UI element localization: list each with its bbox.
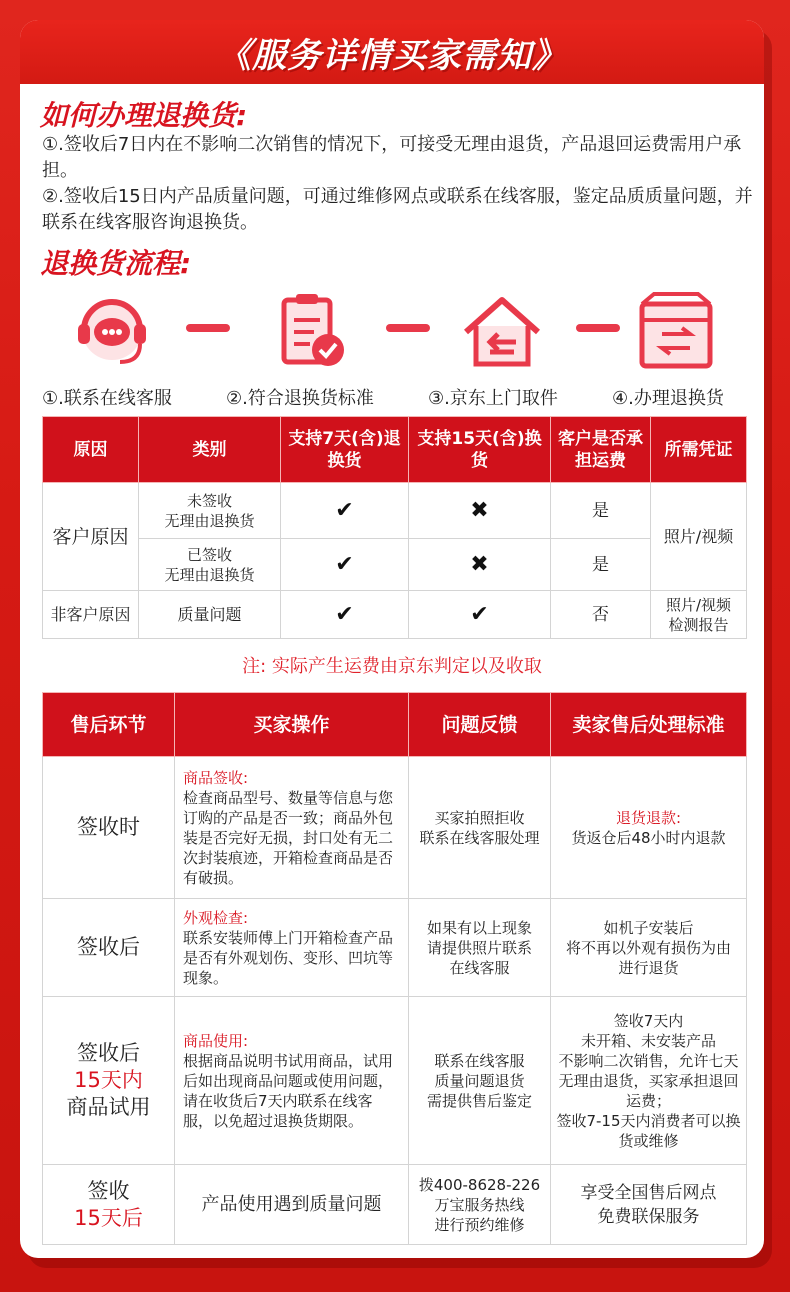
section-title-how: 如何办理退换货: [40,99,248,132]
clipboard-check-icon [270,290,354,374]
flow-step-label: ①.联系在线客服 [42,388,172,409]
header-feedback: 问题反馈 [409,693,551,757]
policy-paragraph-1: ①.签收后7日内在不影响二次销售的情况下，可接受无理由退货，产品退回运费需用户承担。 [42,134,742,181]
after-sales-table [42,692,747,1245]
category-cell: 质量问题 [139,591,281,639]
table-row [43,1165,747,1245]
op-body: 根据商品说明书试用商品，试用后如出现商品问题或使用问题，请在收货后7天内联系在线客服，以免超过退换货期限。 [183,1051,394,1130]
table-row [43,899,747,997]
category-cell: 已签收 无理由退换货 [139,539,281,591]
freight-cell: 否 [551,591,651,639]
header-reason: 原因 [43,417,139,483]
banner [20,20,764,84]
flow-step-label: ④.办理退换货 [612,388,724,409]
house-return-icon [460,290,544,374]
stage-cell [43,997,175,1165]
policy-paragraph-2: ②.签收后15日内产品质量问题，可通过维修网点或联系在线客服，鉴定品质质量问题，并联系在线客服咨询退换货。 [42,186,753,233]
stage-cell: 签收时 [43,757,175,899]
header-seller-std: 卖家售后处理标准 [551,693,747,757]
cross-icon: ✖ [409,483,551,539]
seller-std-cell: 如机子安装后 将不再以外观有损伤为由 进行退货 [551,899,747,997]
op-body: 联系安装师傅上门开箱检查产品是否有外观划伤、变形、凹坑等现象。 [183,928,394,987]
check-icon: ✔ [281,591,409,639]
feedback-cell: 联系在线客服 质量问题退货 需提供售后鉴定 [409,997,551,1165]
return-policy-table [42,416,747,639]
stage-line-highlight: 15天内 [74,1068,143,1092]
table-row [43,591,747,639]
seller-std-cell: 享受全国售后网点 免费联保服务 [551,1165,747,1245]
header-proof: 所需凭证 [651,417,747,483]
op-title: 外观检查: [183,908,249,927]
reason-group-customer: 客户原因 [43,483,139,591]
stage-line-highlight: 15天后 [74,1205,143,1230]
table-row [43,539,747,591]
header-freight: 客户是否承担运费 [551,417,651,483]
freight-note: 注: 实际产生运费由京东判定以及收取 [242,656,542,677]
proof-cell: 照片/视频 检测报告 [651,591,747,639]
feedback-cell: 买家拍照拒收 联系在线客服处理 [409,757,551,899]
stage-cell [43,1165,175,1245]
notice-card [20,20,764,1258]
flow-connector [576,324,620,332]
feedback-cell: 如果有以上现象 请提供照片联系 在线客服 [409,899,551,997]
proof-cell: 照片/视频 [651,483,747,591]
flow-step-label: ③.京东上门取件 [428,388,558,409]
op-body: 检查商品型号、数量等信息与您订购的产品是否一致；商品外包装是否完好无损，封口处有无二次封装痕迹，开箱检查商品是否有破损。 [183,788,394,887]
table-row [43,997,747,1165]
stage-line: 签收 [87,1178,130,1203]
return-flow [20,290,764,410]
flow-connector [386,324,430,332]
seller-std-cell: 签收7天内 未开箱、未安装产品 不影响二次销售，允许七天无理由退货，买家承担退回运费； 签收7-15天内消费者可以换货或维修 [551,997,747,1165]
box-exchange-icon [634,290,718,374]
reason-group-non-customer: 非客户原因 [43,591,139,639]
check-icon: ✔ [409,591,551,639]
freight-cell: 是 [551,539,651,591]
banner-title: 《服务详情买家需知》 [217,35,567,76]
header-15day: 支持15天(含)换货 [409,417,551,483]
header-category: 类别 [139,417,281,483]
stage-line: 签收后 [77,1041,140,1065]
customer-service-icon [70,290,154,374]
buyer-op-cell [175,997,409,1165]
category-cell: 未签收 无理由退换货 [139,483,281,539]
stage-cell: 签收后 [43,899,175,997]
section-title-flow: 退换货流程: [40,247,192,280]
check-icon: ✔ [281,483,409,539]
header-7day: 支持7天(含)退换货 [281,417,409,483]
check-icon: ✔ [281,539,409,591]
service-hotline-cell: 拨400-8628-226 万宝服务热线 进行预约维修 [409,1165,551,1245]
std-title: 退货退款: [615,808,682,827]
buyer-op-cell [175,899,409,997]
flow-connector [186,324,230,332]
freight-cell: 是 [551,483,651,539]
op-title: 商品签收: [183,768,249,787]
buyer-op-cell: 产品使用遇到质量问题 [175,1165,409,1245]
std-body: 货返仓后48小时内退款 [571,828,726,847]
op-title: 商品使用: [183,1031,249,1050]
table-row [43,757,747,899]
seller-std-cell [551,757,747,899]
flow-step-label: ②.符合退换货标准 [226,388,374,409]
buyer-op-cell [175,757,409,899]
header-stage: 售后环节 [43,693,175,757]
table-row [43,483,747,539]
cross-icon: ✖ [409,539,551,591]
stage-line: 商品试用 [66,1095,151,1119]
header-buyer-op: 买家操作 [175,693,409,757]
